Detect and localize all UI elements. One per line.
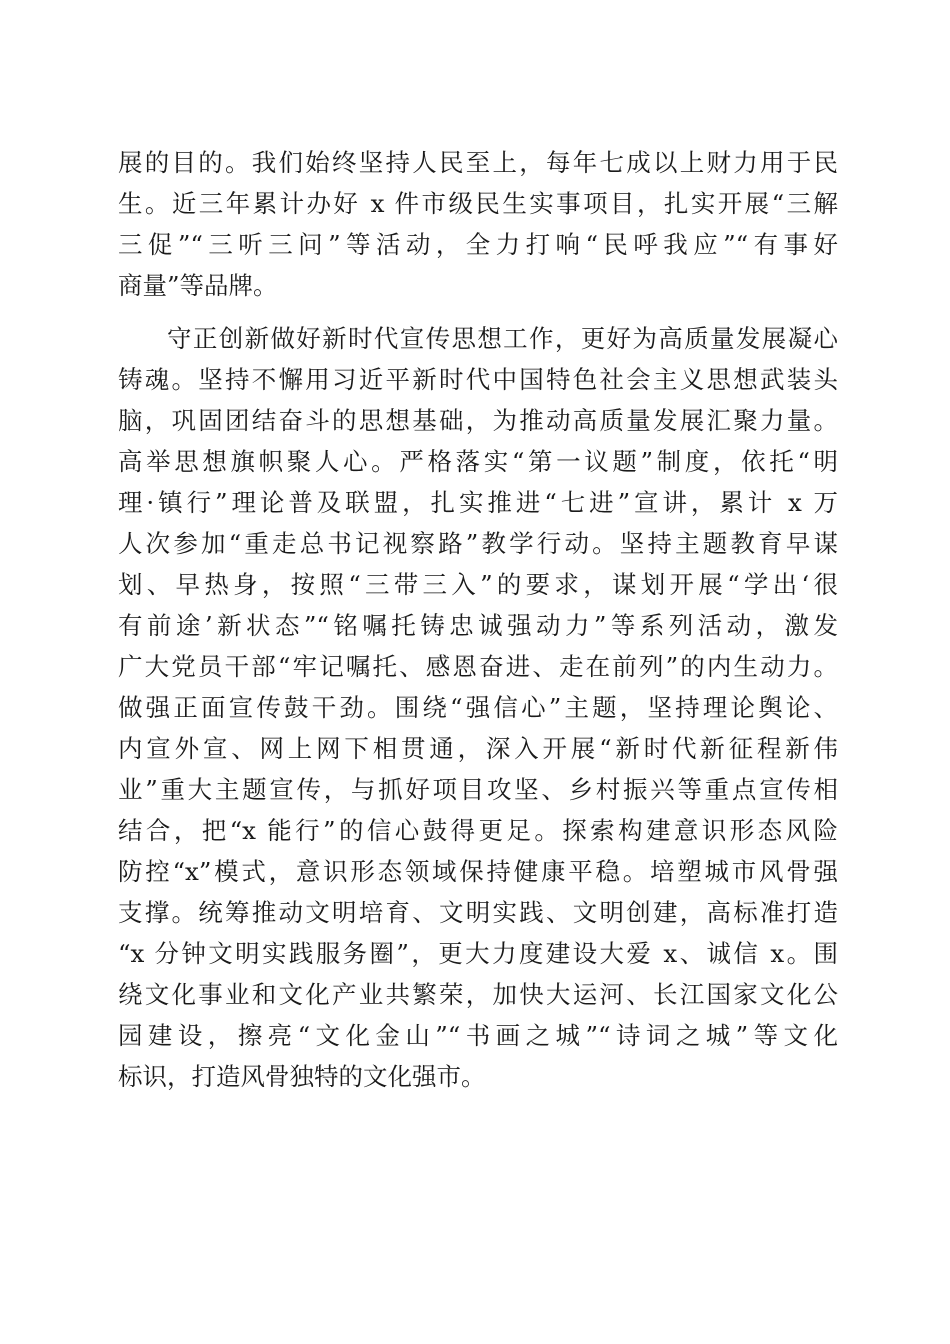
text-line: 防控“x”模式，意识形态领域保持健康平稳。培塑城市风骨强 [118,857,838,886]
paragraph-gap [118,306,838,318]
text-line: 做强正面宣传鼓干劲。围绕“强信心”主题，坚持理论舆论、 [118,693,838,722]
document-body [118,142,838,1097]
text-line: 园建设，擦亮“文化金山”“书画之城”“诗词之城”等文化 [118,1021,838,1050]
text-line: 生。近三年累计办好 x 件市级民生实事项目，扎实开展“三解 [118,189,838,218]
text-line: 业”重大主题宣传，与抓好项目攻坚、乡村振兴等重点宣传相 [118,775,838,804]
text-line: 人次参加“重走总书记视察路”教学行动。坚持主题教育早谋 [118,529,838,558]
text-line: 广大党员干部“牢记嘱托、感恩奋进、走在前列”的内生动力。 [118,652,838,681]
text-line: 三促”“三听三问”等活动，全力打响“民呼我应”“有事好 [118,230,838,259]
paragraph-1 [118,142,838,306]
text-line: 标识，打造风骨独特的文化强市。 [118,1062,486,1091]
paragraph-2 [118,318,838,1097]
text-line: 高举思想旗帜聚人心。严格落实“第一议题”制度，依托“明 [118,447,838,476]
text-line: 守正创新做好新时代宣传思想工作，更好为高质量发展凝心 [167,324,838,353]
text-line: 脑，巩固团结奋斗的思想基础，为推动高质量发展汇聚力量。 [118,406,838,435]
text-line: “x 分钟文明实践服务圈”，更大力度建设大爱 x、诚信 x。围 [118,939,838,968]
text-line: 结合，把“x 能行”的信心鼓得更足。探索构建意识形态风险 [118,816,838,845]
text-line: 铸魂。坚持不懈用习近平新时代中国特色社会主义思想武装头 [118,365,838,394]
text-line: 内宣外宣、网上网下相贯通，深入开展“新时代新征程新伟 [118,734,838,763]
text-line: 划、早热身，按照“三带三入”的要求，谋划开展“学出‘很 [118,570,838,599]
text-line: 理·镇行”理论普及联盟，扎实推进“七进”宣讲，累计 x 万 [118,488,838,517]
text-line: 展的目的。我们始终坚持人民至上，每年七成以上财力用于民 [118,148,838,177]
text-line: 支撑。统筹推动文明培育、文明实践、文明创建，高标准打造 [118,898,838,927]
text-line: 有前途’新状态”“铭嘱托铸忠诚强动力”等系列活动，激发 [118,611,838,640]
text-line: 商量”等品牌。 [118,271,278,300]
text-line: 绕文化事业和文化产业共繁荣，加快大运河、长江国家文化公 [118,980,838,1009]
